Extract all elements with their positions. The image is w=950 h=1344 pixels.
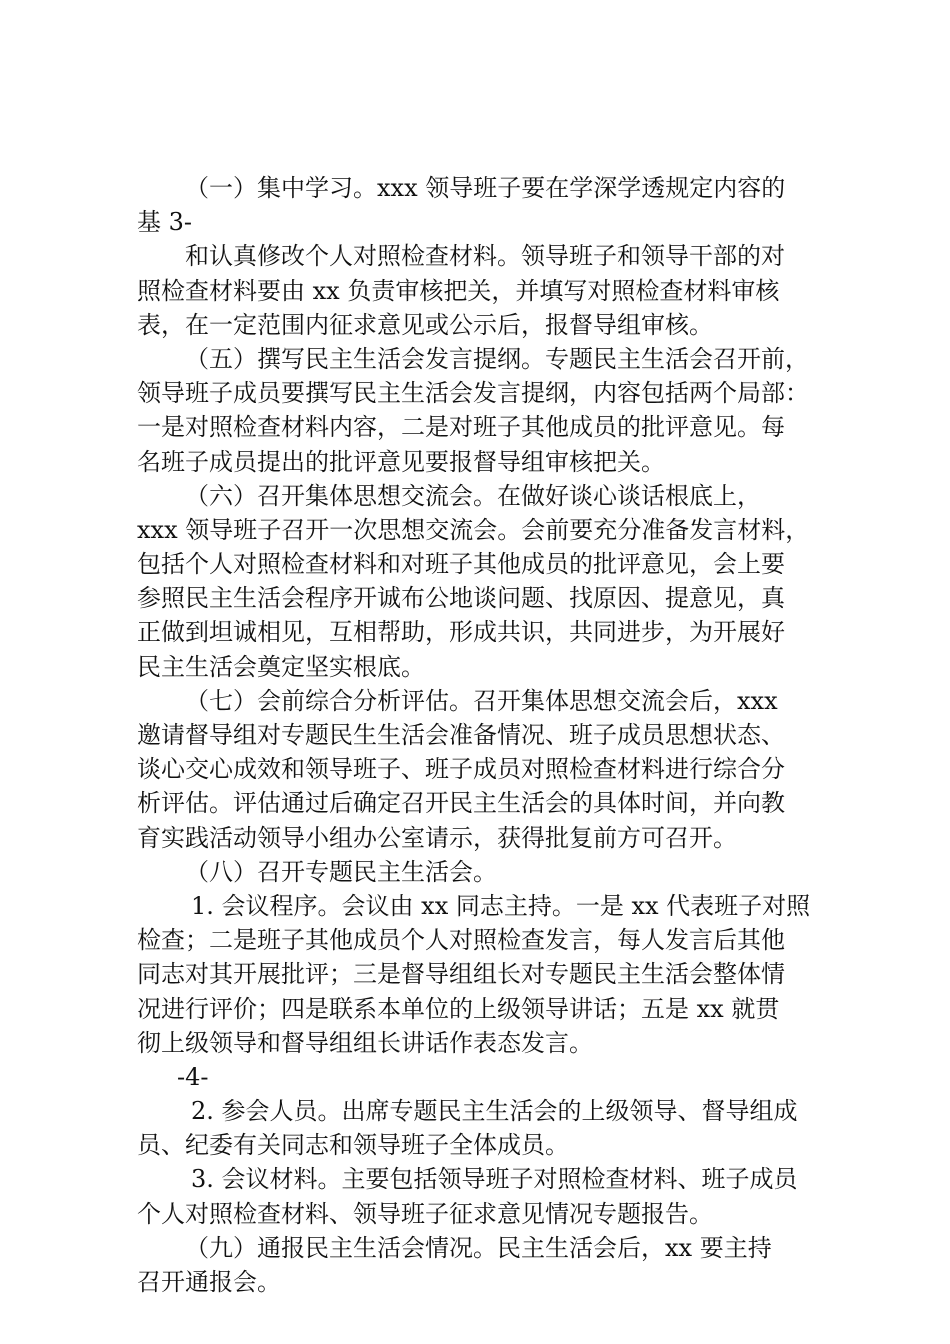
text-line: 名班子成员提出的批评意见要报督导组审核把关。 — [137, 447, 665, 476]
document-body — [137, 171, 837, 1299]
text-line: 参照民主生活会程序开诚布公地谈问题、找原因、提意见，真 — [137, 584, 785, 613]
text-line: 同志对其开展批评；三是督导组组长对专题民主生活会整体情 — [137, 960, 785, 989]
text-line: 邀请督导组对专题民生生活会准备情况、班子成员思想状态、 — [137, 721, 785, 749]
text-line: 表，在一定范围内征求意见或公示后，报督导组审核。 — [137, 310, 713, 339]
text-line: 况进行评价；四是联系本单位的上级领导讲话；五是 xx 就贯 — [137, 994, 780, 1023]
text-line: 检查；二是班子其他成员个人对照检查发言，每人发言后其他 — [137, 926, 785, 955]
text-line: 正做到坦诚相见，互相帮助，形成共识，共同进步，为开展好 — [137, 618, 785, 647]
text-line: 一是对照检查材料内容，二是对班子其他成员的批评意见。每 — [137, 413, 785, 442]
page-number: -4- — [177, 1062, 209, 1091]
text-line: （九）通报民主生活会情况。民主生活会后，xx 要主持 — [185, 1233, 772, 1262]
text-line: （七）会前综合分析评估。召开集体思想交流会后，xxx — [185, 686, 778, 715]
text-line: 3. 会议材料。主要包括领导班子对照检查材料、班子成员 — [191, 1165, 798, 1194]
text-line: 照检查材料要由 xx 负责审核把关，并填写对照检查材料审核 — [137, 276, 780, 305]
text-line: （一）集中学习。xxx 领导班子要在学深学透规定内容的 — [185, 174, 786, 202]
text-line: 育实践活动领导小组办公室请示，获得批复前方可召开。 — [137, 823, 737, 852]
text-line: （八）召开专题民主生活会。 — [185, 857, 497, 886]
text-line: 包括个人对照检查材料和对班子其他成员的批评意见，会上要 — [137, 550, 785, 579]
text-line: 召开通报会。 — [137, 1268, 281, 1296]
text-line: 和认真修改个人对照检查材料。领导班子和领导干部的对 — [185, 242, 785, 271]
text-line: 基 3- — [137, 208, 193, 237]
text-line: xxx 领导班子召开一次思想交流会。会前要充分准备发言材料， — [137, 515, 810, 544]
text-line: 民主生活会奠定坚实根底。 — [137, 652, 425, 681]
text-line: 2. 参会人员。出席专题民主生活会的上级领导、督导组成 — [191, 1097, 798, 1126]
text-line: 析评估。评估通过后确定召开民主生活会的具体时间，并向教 — [137, 789, 785, 818]
text-line: （五）撰写民主生活会发言提纲。专题民主生活会召开前， — [185, 344, 809, 373]
text-line: （六）召开集体思想交流会。在做好谈心谈话根底上， — [185, 481, 761, 510]
text-line: 彻上级领导和督导组组长讲话作表态发言。 — [137, 1028, 593, 1057]
text-line: 1. 会议程序。会议由 xx 同志主持。一是 xx 代表班子对照 — [191, 891, 811, 920]
text-line: 谈心交心成效和领导班子、班子成员对照检查材料进行综合分 — [137, 755, 785, 784]
text-line: 员、纪委有关同志和领导班子全体成员。 — [137, 1131, 569, 1160]
text-line: 个人对照检查材料、领导班子征求意见情况专题报告。 — [137, 1199, 713, 1228]
text-line: 领导班子成员要撰写民主生活会发言提纲，内容包括两个局部： — [137, 379, 809, 408]
